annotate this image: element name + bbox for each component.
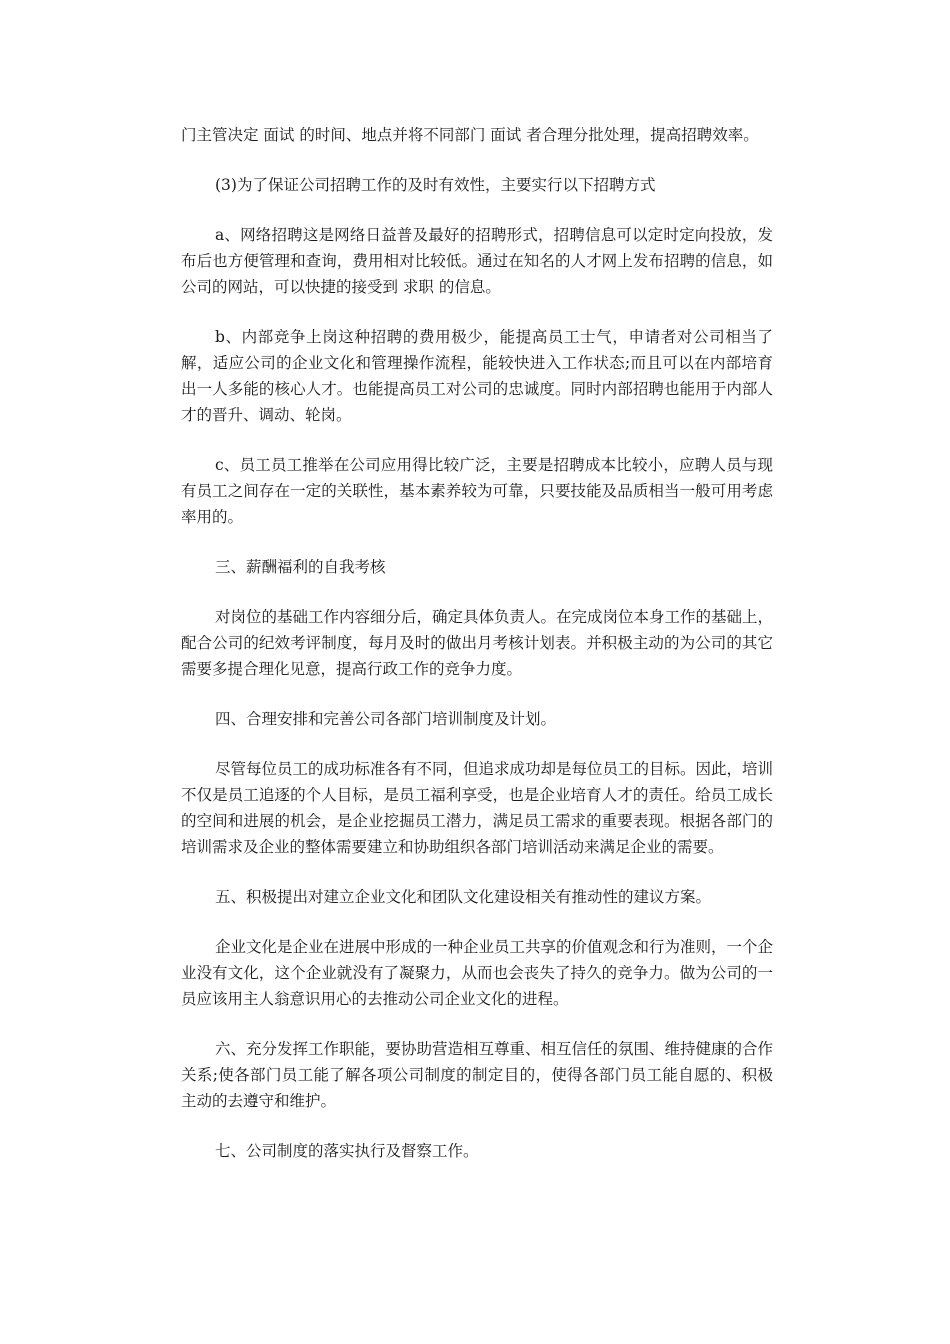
paragraph-corporate-culture: 企业文化是企业在进展中形成的一种企业员工共享的价值观念和行为准则，一个企业没有文化，这个企业就没有了凝聚力，从而也会丧失了持久的竞争力。做为公司的一员应该用主人翁意识用心的去推动公司企业文化的进程。 <box>181 938 774 1008</box>
paragraph-training-goals: 尽管每位员工的成功标准各有不同，但追求成功却是每位员工的目标。因此，培训不仅是员工追逐的个人目标，是员工福利享受，也是企业培育人才的责任。给员工成长的空间和进展的机会，是企业挖掘员工潜力，满足员工需求的重要表现。根据各部门的培训需求及企业的整体需要建立和协助组织各部门培训活动来满足企业的需要。 <box>181 760 774 856</box>
paragraph-online-recruitment: a、网络招聘这是网络日益普及最好的招聘形式，招聘信息可以定时定向投放，发布后也方便管理和查询，费用相对比较低。通过在知名的人才网上发布招聘的信息，如公司的网站，可以快捷的接受到 求职 的信息。 <box>181 226 773 296</box>
paragraph-recruitment-methods-intro: (3)为了保证公司招聘工作的及时有效性，主要实行以下招聘方式 <box>215 176 656 194</box>
heading-corporate-culture: 五、积极提出对建立企业文化和团队文化建设相关有推动性的建议方案。 <box>215 888 712 906</box>
paragraph-job-duties: 对岗位的基础工作内容细分后，确定具体负责人。在完成岗位本身工作的基础上，配合公司的纪效考评制度，每月及时的做出月考核计划表。并积极主动的为公司的其它需要多提合理化见意，提高行政工作的竞争力度。 <box>181 608 774 678</box>
heading-policy-enforcement: 七、公司制度的落实执行及督察工作。 <box>215 1142 479 1160</box>
heading-salary-self-assessment: 三、薪酬福利的自我考核 <box>215 558 386 576</box>
document-body <box>181 122 773 1188</box>
paragraph-internal-competition: b、内部竞争上岗这种招聘的费用极少，能提高员工士气，申请者对公司相当了解，适应公司的企业文化和管理操作流程，能较快进入工作状态;而且可以在内部培育出一人多能的核心人才。也能提高员工对公司的忠诚度。同时内部招聘也能用于内部人才的晋升、调动、轮岗。 <box>181 328 773 424</box>
heading-training-plan: 四、合理安排和完善公司各部门培训制度及计划。 <box>215 710 557 728</box>
paragraph-recruitment-efficiency: 门主管决定 面试 的时间、地点并将不同部门 面试 者合理分批处理，提高招聘效率。 <box>181 126 759 144</box>
paragraph-work-functions: 六、充分发挥工作职能，要协助营造相互尊重、相互信任的氛围、维持健康的合作关系;使各部门员工能了解各项公司制度的制定目的，使得各部门员工能自愿的、积极主动的去遵守和维护。 <box>181 1040 774 1110</box>
paragraph-employee-referral: c、员工员工推举在公司应用得比较广泛，主要是招聘成本比较小，应聘人员与现有员工之间存在一定的关联性，基本素养较为可靠，只要技能及品质相当一般可用考虑率用的。 <box>181 456 773 526</box>
